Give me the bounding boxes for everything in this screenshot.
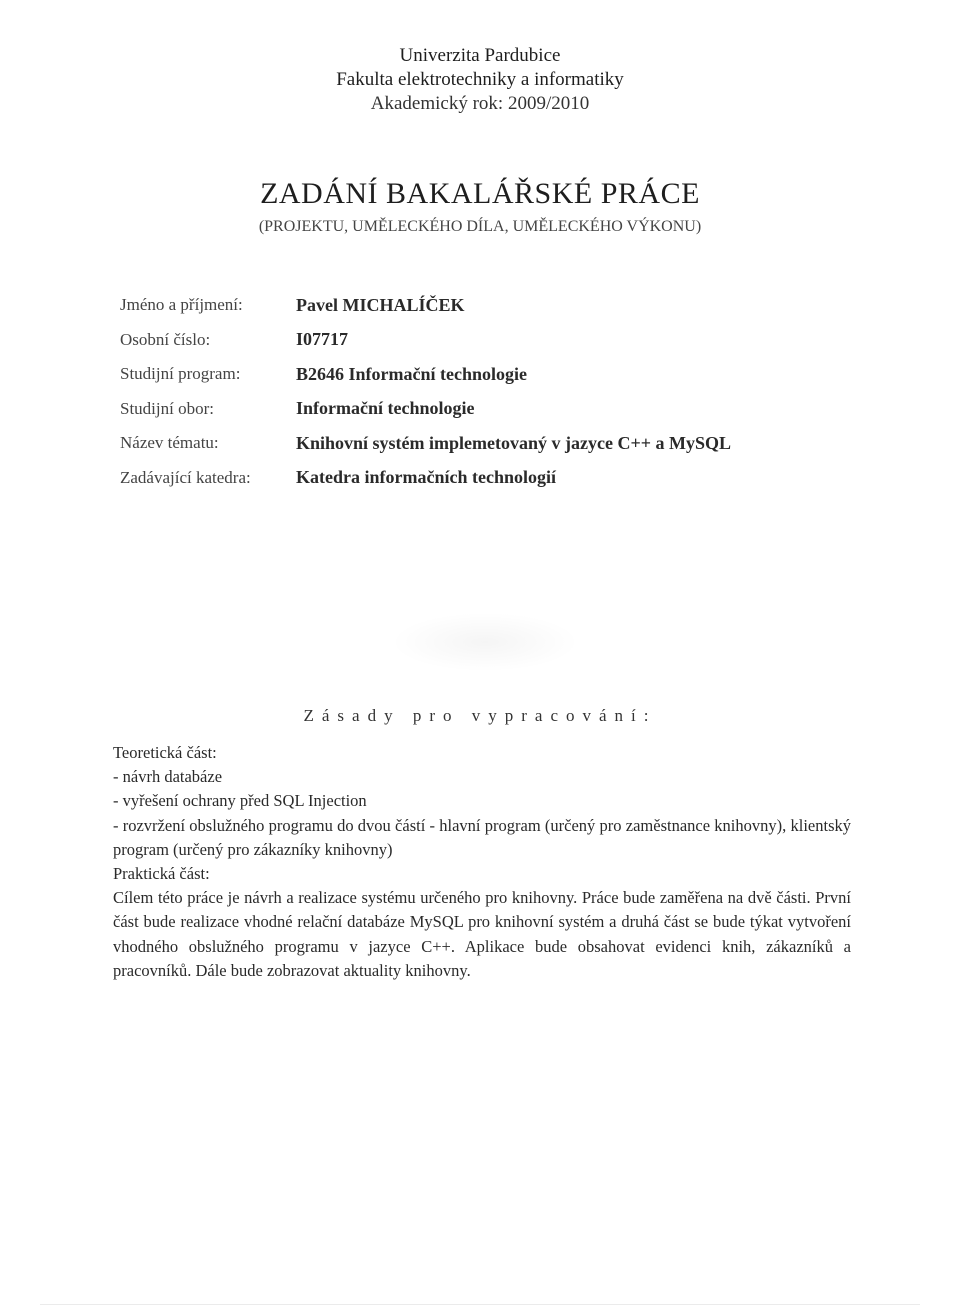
practice-heading: Praktická část: — [113, 864, 210, 884]
field-label: Studijní program: — [120, 364, 241, 384]
practice-paragraph: Cílem této práce je návrh a realizace systému určeného pro knihovny. Práce bude zaměřena na dvě části. První část bude realizace vhodné relační databáze MySQL pro knihovní systém a druhá část se bude týkat vytvoření vhodného obslužného programu v jazyce C++. Aplikace bude obsahovat evidenci knih, zákazníků a pracovníků. Dále bude zobrazovat aktuality knihovny. — [113, 888, 851, 980]
university-name: Univerzita Pardubice — [399, 45, 561, 66]
field-department — [120, 461, 860, 496]
field-study-program — [120, 357, 860, 392]
field-study-branch — [120, 392, 860, 427]
field-value: Informační technologie — [296, 398, 475, 419]
field-value: Pavel MICHALÍČEK — [296, 294, 465, 315]
theory-item: - návrh databáze — [113, 767, 223, 787]
guidelines-heading: Zásady pro vypracování: — [303, 706, 657, 725]
field-label: Název tématu: — [120, 433, 219, 453]
field-value: Knihovní systém implemetovaný v jazyce C++ a MySQL — [296, 432, 731, 453]
field-label: Zadávající katedra: — [120, 467, 251, 487]
field-personal-number — [120, 323, 860, 358]
theory-item: - rozvržení obslužného programu do dvou částí - hlavní program (určený pro zaměstnance knihovny), klientský program (určený pro zákazníky knihovny) — [113, 815, 851, 859]
document-header — [0, 44, 960, 116]
field-name — [120, 288, 860, 323]
student-info — [120, 288, 860, 495]
document-subtitle: (PROJEKTU, UMĚLECKÉHO DÍLA, UMĚLECKÉHO VÝKONU) — [258, 218, 702, 235]
field-topic — [120, 426, 860, 461]
field-label: Studijní obor: — [120, 398, 214, 418]
faculty-name: Fakulta elektrotechniky a informatiky — [336, 69, 624, 90]
field-value: I07717 — [296, 329, 349, 350]
field-value: Katedra informačních technologií — [296, 467, 556, 488]
scan-edge — [40, 1304, 920, 1305]
field-label: Jméno a příjmení: — [120, 295, 243, 315]
theory-item: - vyřešení ochrany před SQL Injection — [113, 791, 367, 811]
field-label: Osobní číslo: — [120, 329, 211, 349]
guidelines-body — [113, 741, 851, 983]
academic-year: Akademický rok: 2009/2010 — [370, 93, 590, 114]
field-value: B2646 Informační technologie — [296, 363, 527, 384]
document-title: ZADÁNÍ BAKALÁŘSKÉ PRÁCE — [260, 177, 700, 210]
theory-heading: Teoretická část: — [113, 743, 217, 762]
stamp-smudge — [390, 612, 580, 672]
